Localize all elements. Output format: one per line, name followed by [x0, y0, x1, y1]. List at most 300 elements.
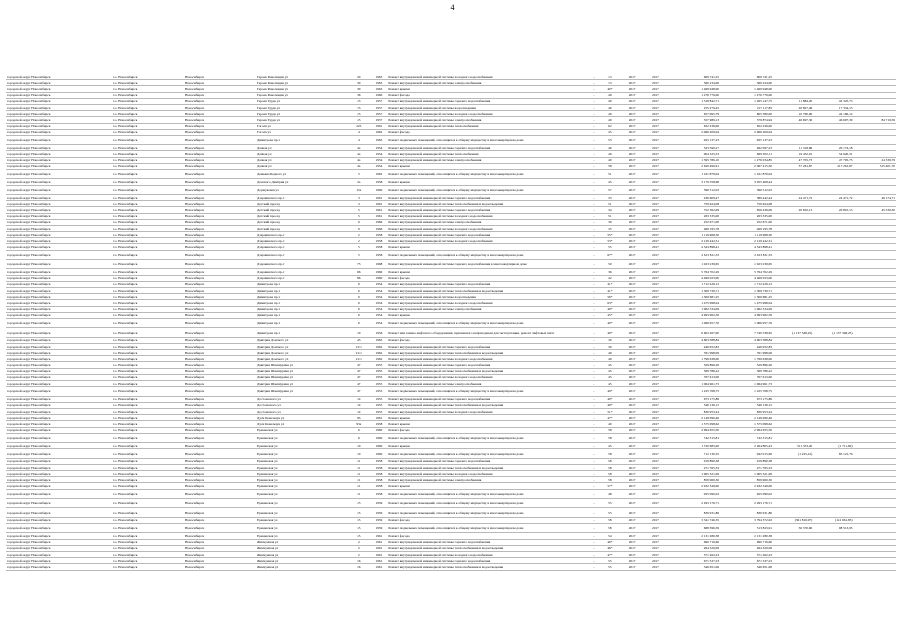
cell-dash: -	[589, 464, 600, 470]
cell-dash: -	[589, 92, 600, 98]
cell-total: 1 905 321,09	[667, 471, 720, 477]
cell-total: 652 236,00	[667, 123, 720, 129]
cell-work: Ремонт внутридомовой инженерной системы теплоснабжения и водоотведения	[387, 350, 588, 356]
cell-total: 2 131 280,38	[667, 533, 720, 539]
cell-f3: 46 697,30	[813, 117, 853, 123]
cell-year: 1962	[370, 350, 387, 356]
cell-f3: 42 325,73	[813, 98, 853, 104]
cell-f1: 673 175,86	[720, 396, 773, 402]
cell-district: городской округ Новосибирск	[6, 524, 112, 533]
cell-work: Ремонт внутридомовой инженерной системы холодного водоснабжения	[387, 225, 588, 231]
cell-street: Димитрова пр-т	[256, 300, 347, 306]
cell-settlement: г.о. Новосибирск	[112, 260, 184, 269]
cell-work: Ремонт внутридомовой инженерной системы холодного водоснабжения	[387, 374, 588, 380]
cell-year: 1961	[370, 123, 387, 129]
cell-house: 11	[347, 477, 370, 483]
cell-house: 9	[347, 225, 370, 231]
cell-year: 1959	[370, 499, 387, 508]
table-row	[6, 135, 896, 144]
cell-municipality: Новосибирск	[184, 163, 256, 169]
cell-settlement: г.о. Новосибирск	[112, 294, 184, 300]
cell-house: 6	[347, 281, 370, 287]
cell-total: 3 179 358,68	[667, 179, 720, 185]
cell-year: 1954	[370, 281, 387, 287]
cell-year: 1954	[370, 163, 387, 169]
cell-total: 1 318 842,71	[667, 98, 720, 104]
cell-district: городской округ Новосибирск	[6, 98, 112, 104]
cell-f4	[853, 250, 896, 259]
cell-work: Ремонт крыши	[387, 163, 588, 169]
cell-dash: -	[589, 551, 600, 557]
cell-c1: 40	[599, 111, 620, 117]
cell-f3	[813, 508, 853, 517]
cell-dash: -	[589, 232, 600, 238]
cell-f1: 1 309 681,25	[720, 294, 773, 300]
cell-f1: 1 799 638,00	[720, 356, 773, 362]
cell-cost: 2017	[644, 524, 667, 533]
cell-cost: 2017	[644, 219, 667, 225]
cell-cost: 2017	[644, 260, 667, 269]
cell-house: 47	[347, 368, 370, 374]
cell-c1: 55	[599, 499, 620, 508]
cell-total: 569 786,22	[667, 368, 720, 374]
cell-total: 1 276 779,00	[667, 92, 720, 98]
cell-street: Дзержинского пр-т	[256, 232, 347, 238]
cell-c1: 57	[599, 185, 620, 194]
cell-year: 1955	[370, 396, 387, 402]
cell-street: Ереванская ул	[256, 533, 347, 539]
cell-cost: 2017	[644, 232, 667, 238]
cell-street: Детский проезд	[256, 207, 347, 213]
cell-f4	[853, 260, 896, 269]
cell-f3: 24 471,72	[813, 194, 853, 200]
cell-house: 11	[347, 464, 370, 470]
cell-f3: 17 334,13	[813, 104, 853, 110]
cell-cost: 2017	[644, 387, 667, 396]
cell-c1: 45	[599, 443, 620, 449]
cell-district: городской округ Новосибирск	[6, 207, 112, 213]
cell-dash: -	[589, 427, 600, 433]
cell-municipality: Новосибирск	[184, 145, 256, 151]
cell-cost: 2017	[644, 157, 667, 163]
cell-f2	[773, 508, 813, 517]
cell-f1: 942 015,69	[720, 449, 773, 458]
cell-plan_year: 2017	[620, 238, 643, 244]
cell-f2	[773, 260, 813, 269]
cell-work: Ремонт крыши	[387, 443, 588, 449]
cell-district: городской округ Новосибирск	[6, 489, 112, 498]
cell-district: городской округ Новосибирск	[6, 281, 112, 287]
cell-settlement: г.о. Новосибирск	[112, 92, 184, 98]
cell-total: 759 624,08	[667, 201, 720, 207]
cell-year: 1961	[370, 207, 387, 213]
cell-year: 1955	[370, 387, 387, 396]
cell-work: Ремонт крыши	[387, 244, 588, 250]
cell-cost: 2017	[644, 489, 667, 498]
cell-plan_year: 2017	[620, 300, 643, 306]
cell-plan_year: 2017	[620, 421, 643, 427]
cell-c1: 36	[599, 269, 620, 275]
cell-dash: -	[589, 170, 600, 179]
cell-total: 657 995,79	[667, 111, 720, 117]
cell-f1: 2 149 090,46	[720, 415, 773, 421]
cell-f1: 1 265 147,75	[720, 98, 773, 104]
cell-cost: 2017	[644, 312, 667, 318]
cell-district: городской округ Новосибирск	[6, 238, 112, 244]
cell-total: 471 765,33	[667, 464, 720, 470]
cell-f1: 1 023 239,65	[720, 260, 773, 269]
cell-house: 5	[347, 207, 370, 213]
cell-f1: 4 603 588,84	[720, 337, 773, 343]
cell-year: 1961	[370, 415, 387, 421]
cell-f3: (1 711,60)	[813, 443, 853, 449]
cell-district: городской округ Новосибирск	[6, 86, 112, 92]
cell-cost: 2017	[644, 117, 667, 123]
cell-c1: 13	[599, 80, 620, 86]
cell-street: Достоевского ул	[256, 402, 347, 408]
cell-f4	[853, 524, 896, 533]
cell-year: 1957	[370, 104, 387, 110]
cell-work: Ремонт или замена лифтового оборудования, признанного непригодным для эксплуатации, ремонт лифтовых шахт	[387, 328, 588, 337]
table-row	[6, 564, 896, 570]
cell-district: городской округ Новосибирск	[6, 117, 112, 123]
cell-c1: 67*	[599, 250, 620, 259]
cell-cost: 2017	[644, 170, 667, 179]
cell-plan_year: 2017	[620, 458, 643, 464]
cell-dash: -	[589, 499, 600, 508]
cell-work: Ремонт фасада	[387, 517, 588, 523]
cell-dash: -	[589, 350, 600, 356]
cell-f1: 2 067 415,30	[720, 163, 773, 169]
cell-cost: 2017	[644, 564, 667, 570]
cell-house: 4а	[347, 151, 370, 157]
cell-settlement: г.о. Новосибирск	[112, 86, 184, 92]
cell-c1: 62	[599, 123, 620, 129]
cell-dash: -	[589, 396, 600, 402]
cell-plan_year: 2017	[620, 533, 643, 539]
cell-municipality: Новосибирск	[184, 381, 256, 387]
cell-dash: -	[589, 458, 600, 464]
cell-street: Дзержинского пр-т	[256, 250, 347, 259]
cell-district: городской округ Новосибирск	[6, 185, 112, 194]
cell-work: Ремонт крыши	[387, 86, 588, 92]
cell-f1: 371 262,23	[720, 551, 773, 557]
cell-c1: 49	[599, 421, 620, 427]
cell-settlement: г.о. Новосибирск	[112, 499, 184, 508]
cell-total: 1 475 998,04	[667, 300, 720, 306]
cell-plan_year: 2017	[620, 471, 643, 477]
cell-street: Дачная ул	[256, 151, 347, 157]
cell-f1: 569 786,22	[720, 368, 773, 374]
cell-year: 1954	[370, 312, 387, 318]
cell-plan_year: 2017	[620, 558, 643, 564]
cell-total: 4 993 962,59	[667, 312, 720, 318]
cell-street: Достоевского ул	[256, 409, 347, 415]
cell-house: 4а	[347, 163, 370, 169]
cell-settlement: г.о. Новосибирск	[112, 539, 184, 545]
cell-municipality: Новосибирск	[184, 74, 256, 80]
cell-total: 1 119 968,30	[667, 232, 720, 238]
cell-dash: -	[589, 219, 600, 225]
cell-total: 2 629 490,91	[667, 163, 720, 169]
cell-work: Ремонт внутридомовой инженерной системы горячего водоснабжения	[387, 207, 588, 213]
table-row	[6, 508, 896, 517]
cell-house: 21/1	[347, 343, 370, 349]
cell-municipality: Новосибирск	[184, 356, 256, 362]
table-row	[6, 318, 896, 327]
cell-total: 5 764 702,29	[667, 269, 720, 275]
cell-work: Ремонт внутридомовой инженерной системы горячего водоснабжения	[387, 145, 588, 151]
cell-municipality: Новосибирск	[184, 449, 256, 458]
cell-total: 1 395 786,10	[667, 157, 720, 163]
cell-settlement: г.о. Новосибирск	[112, 275, 184, 281]
cell-f1: 1 066 957,76	[720, 318, 773, 327]
cell-house: 11	[347, 458, 370, 464]
cell-district: городской округ Новосибирск	[6, 564, 112, 570]
cell-total: 529 896,26	[667, 362, 720, 368]
cell-street: Дмитрия Донского ул	[256, 356, 347, 362]
cell-house: 13	[347, 499, 370, 508]
cell-c1: 49	[599, 356, 620, 362]
cell-plan_year: 2017	[620, 489, 643, 498]
cell-street: Героев Труда ул	[256, 104, 347, 110]
cell-settlement: г.о. Новосибирск	[112, 269, 184, 275]
cell-total: 396 512,03	[667, 185, 720, 194]
cell-street: Ереванская ул	[256, 483, 347, 489]
cell-settlement: г.о. Новосибирск	[112, 489, 184, 498]
cell-f1: 217 117,83	[720, 104, 773, 110]
cell-f1: 1 064 961,73	[720, 381, 773, 387]
cell-work: Ремонт внутридомовой инженерной системы электроснабжения	[387, 117, 588, 123]
cell-c1: 58	[599, 458, 620, 464]
cell-cost: 2017	[644, 477, 667, 483]
cell-street: Ереванская ул	[256, 524, 347, 533]
cell-municipality: Новосибирск	[184, 433, 256, 442]
cell-district: городской округ Новосибирск	[6, 545, 112, 551]
cell-house: 30	[347, 86, 370, 92]
cell-total: 255 279,45	[667, 104, 720, 110]
cell-dash: -	[589, 381, 600, 387]
cell-cost: 2017	[644, 179, 667, 185]
cell-dash: -	[589, 145, 600, 151]
cell-cost: 2017	[644, 123, 667, 129]
cell-total: 1 469 948,00	[667, 86, 720, 92]
cell-work: Ремонт внутридомовой инженерной системы электроснабжения	[387, 80, 588, 86]
cell-f3	[813, 250, 853, 259]
cell-municipality: Новосибирск	[184, 539, 256, 545]
cell-municipality: Новосибирск	[184, 135, 256, 144]
cell-dash: -	[589, 151, 600, 157]
cell-district: городской округ Новосибирск	[6, 306, 112, 312]
cell-settlement: г.о. Новосибирск	[112, 104, 184, 110]
cell-total: 690 716,60	[667, 539, 720, 545]
cell-dash: -	[589, 356, 600, 362]
cell-district: городской округ Новосибирск	[6, 129, 112, 135]
cell-cost: 2017	[644, 104, 667, 110]
cell-cost: 2017	[644, 499, 667, 508]
cell-f2: 46 697,30	[773, 117, 813, 123]
cell-dash: -	[589, 238, 600, 244]
cell-year: 1960	[370, 185, 387, 194]
cell-c1: 55	[599, 508, 620, 517]
cell-house: 20	[347, 74, 370, 80]
cell-c1: 30	[599, 343, 620, 349]
cell-year: 1961	[370, 539, 387, 545]
cell-dash: -	[589, 288, 600, 294]
cell-district: городской округ Новосибирск	[6, 201, 112, 207]
cell-house: 73	[347, 260, 370, 269]
cell-municipality: Новосибирск	[184, 343, 256, 349]
cell-street: Детский проезд	[256, 201, 347, 207]
cell-work: Ремонт внутридомовой инженерной системы горячего водоснабжения	[387, 281, 588, 287]
cell-plan_year: 2017	[620, 374, 643, 380]
cell-c1: 41*	[599, 281, 620, 287]
cell-municipality: Новосибирск	[184, 464, 256, 470]
cell-house: 10	[347, 443, 370, 449]
cell-cost: 2017	[644, 92, 667, 98]
cell-municipality: Новосибирск	[184, 80, 256, 86]
cell-house: 93	[347, 415, 370, 421]
cell-municipality: Новосибирск	[184, 92, 256, 98]
cell-district: городской округ Новосибирск	[6, 551, 112, 557]
cell-plan_year: 2017	[620, 74, 643, 80]
cell-street: Димитрова пр-т	[256, 306, 347, 312]
cell-f1: 830 931,86	[720, 508, 773, 517]
cell-work: Ремонт внутридомовой инженерной системы теплоснабжения и водоотведения	[387, 464, 588, 470]
cell-f4: 45 539,30	[853, 207, 896, 213]
cell-district: городской округ Новосибирск	[6, 449, 112, 458]
cell-c1: 58	[599, 524, 620, 533]
cell-dash: -	[589, 281, 600, 287]
cell-settlement: г.о. Новосибирск	[112, 318, 184, 327]
cell-total: 673 175,86	[667, 396, 720, 402]
cell-year: 1955	[370, 381, 387, 387]
cell-settlement: г.о. Новосибирск	[112, 551, 184, 557]
cell-f1: 1 225 768,75	[720, 387, 773, 396]
cell-c1: 50	[599, 260, 620, 269]
cell-cost: 2017	[644, 551, 667, 557]
cell-district: городской округ Новосибирск	[6, 433, 112, 442]
cell-work: Ремонт внутридомовой инженерной системы горячего водоснабжения	[387, 232, 588, 238]
cell-c1: 49*	[599, 328, 620, 337]
cell-c1: 47*	[599, 551, 620, 557]
cell-dash: -	[589, 402, 600, 408]
cell-work: Ремонт фасада	[387, 275, 588, 281]
cell-house: 15	[347, 517, 370, 523]
cell-plan_year: 2017	[620, 427, 643, 433]
cell-house: 4	[347, 135, 370, 144]
cell-municipality: Новосибирск	[184, 275, 256, 281]
cell-cost: 2017	[644, 558, 667, 564]
cell-year: 1958	[370, 238, 387, 244]
cell-street: Ереванская ул	[256, 499, 347, 508]
cell-dash: -	[589, 213, 600, 219]
cell-total: 263 335,00	[667, 213, 720, 219]
cell-plan_year: 2017	[620, 80, 643, 86]
cell-district: городской округ Новосибирск	[6, 464, 112, 470]
cell-cost: 2017	[644, 483, 667, 489]
cell-work: Ремонт фасада	[387, 427, 588, 433]
cell-dash: -	[589, 111, 600, 117]
cell-settlement: г.о. Новосибирск	[112, 288, 184, 294]
cell-house: 66	[347, 269, 370, 275]
cell-dash: -	[589, 539, 600, 545]
cell-municipality: Новосибирск	[184, 213, 256, 219]
cell-plan_year: 2017	[620, 409, 643, 415]
cell-plan_year: 2017	[620, 483, 643, 489]
cell-street: Гоголя ул	[256, 129, 347, 135]
cell-street: Детский проезд	[256, 225, 347, 231]
cell-house: 4а	[347, 157, 370, 163]
cell-municipality: Новосибирск	[184, 387, 256, 396]
cell-district: городской округ Новосибирск	[6, 458, 112, 464]
cell-c1: 58	[599, 471, 620, 477]
cell-c1: 49*	[599, 396, 620, 402]
cell-c1: 53	[599, 135, 620, 144]
cell-house: 5	[347, 213, 370, 219]
cell-f1: 742 315,81	[720, 433, 773, 442]
cell-district: городской округ Новосибирск	[6, 135, 112, 144]
cell-c1: 54	[599, 533, 620, 539]
cell-c1: 40	[599, 151, 620, 157]
cell-cost: 2017	[644, 288, 667, 294]
cell-cost: 2017	[644, 421, 667, 427]
cell-cost: 2017	[644, 328, 667, 337]
cell-municipality: Новосибирск	[184, 427, 256, 433]
cell-municipality: Новосибирск	[184, 551, 256, 557]
cell-total: 2 932 349,00	[667, 483, 720, 489]
cell-year: 1961	[370, 533, 387, 539]
cell-plan_year: 2017	[620, 281, 643, 287]
cell-house: 5	[347, 170, 370, 179]
cell-cost: 2017	[644, 409, 667, 415]
cell-c1: 41*	[599, 288, 620, 294]
table-row	[6, 250, 896, 259]
cell-settlement: г.о. Новосибирск	[112, 343, 184, 349]
cell-settlement: г.о. Новосибирск	[112, 524, 184, 533]
cell-municipality: Новосибирск	[184, 294, 256, 300]
table-row	[6, 449, 896, 458]
cell-f2: (1 137 348,25)	[773, 328, 813, 337]
cell-f4	[853, 387, 896, 396]
cell-district: городской округ Новосибирск	[6, 170, 112, 179]
cell-dash: -	[589, 163, 600, 169]
cell-f1: 1 276 034,85	[720, 157, 773, 163]
cell-f2: 10 760,00	[773, 111, 813, 117]
cell-district: городской округ Новосибирск	[6, 409, 112, 415]
cell-municipality: Новосибирск	[184, 244, 256, 250]
cell-district: городской округ Новосибирск	[6, 483, 112, 489]
cell-work: Ремонт внутридомовой инженерной системы электроснабжения	[387, 381, 588, 387]
cell-cost: 2017	[644, 464, 667, 470]
cell-house: 6	[347, 300, 370, 306]
cell-f1: 2 129 442,31	[720, 238, 773, 244]
cell-cost: 2017	[644, 306, 667, 312]
cell-municipality: Новосибирск	[184, 179, 256, 185]
cell-plan_year: 2017	[620, 194, 643, 200]
cell-dash: -	[589, 104, 600, 110]
cell-f3	[813, 260, 853, 269]
cell-settlement: г.о. Новосибирск	[112, 145, 184, 151]
cell-settlement: г.о. Новосибирск	[112, 306, 184, 312]
cell-dash: -	[589, 362, 600, 368]
cell-total: 2 994 655,50	[667, 427, 720, 433]
cell-work: Ремонт подвальных помещений, относящихся к общему имуществу в многоквартирном доме	[387, 387, 588, 396]
cell-plan_year: 2017	[620, 443, 643, 449]
cell-district: городской округ Новосибирск	[6, 163, 112, 169]
cell-settlement: г.о. Новосибирск	[112, 194, 184, 200]
cell-work: Ремонт внутридомовой инженерной системы теплоснабжения и водоотведения	[387, 288, 588, 294]
